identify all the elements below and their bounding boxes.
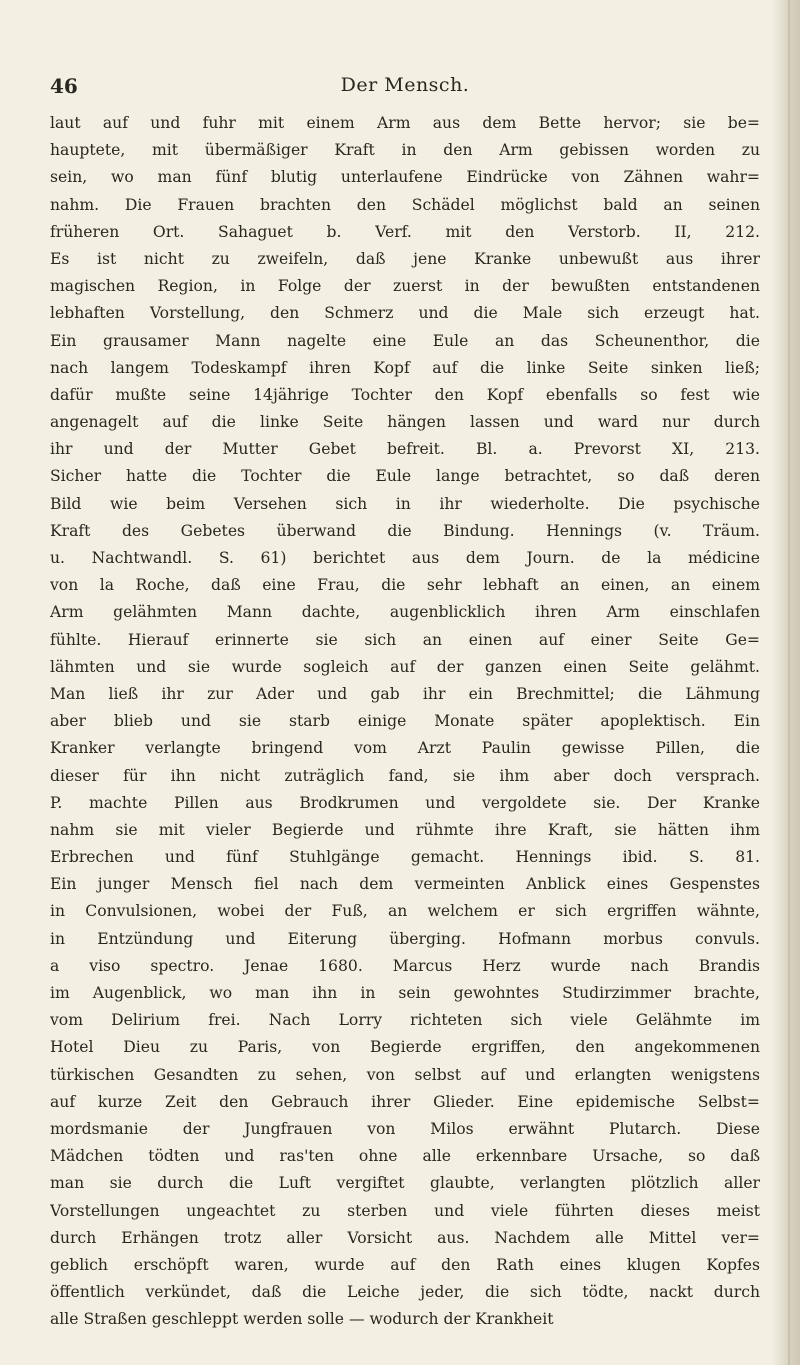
text-line: man sie durch die Luft vergiftet glaubte, verlangten plötzlich aller [50,1174,760,1193]
text-line: nahm sie mit vieler Begierde und rühmte ihre Kraft, sie hätten ihm [50,820,760,839]
text-line: vom Delirium frei. Nach Lorry richteten sich viele Gelähmte im [50,1011,760,1030]
text-line: türkischen Gesandten zu sehen, von selbst auf und erlangten wenigstens [50,1065,760,1084]
text-line: nahm. Die Frauen brachten den Schädel möglichst bald an seinen [50,195,760,214]
page-shadow [772,0,800,1365]
page-header [50,74,760,104]
text-line: mordsmanie der Jungfrauen von Milos erwähnt Plutarch. Diese [50,1119,760,1138]
page-number: 46 [50,74,78,98]
text-line: geblich erschöpft waren, wurde auf den Rath eines klugen Kopfes [50,1255,760,1274]
page-edge [788,0,790,1365]
text-line: Erbrechen und fünf Stuhlgänge gemacht. Hennings ibid. S. 81. [50,848,760,867]
text-line: Arm gelähmten Mann dachte, augenblicklich ihren Arm einschlafen [50,603,760,622]
text-line: Mädchen tödten und ras'ten ohne alle erkennbare Ursache, so daß [50,1147,760,1166]
text-line: fühlte. Hierauf erinnerte sie sich an einen auf einer Seite Ge= [50,630,760,649]
text-line: aber blieb und sie starb einige Monate später apoplektisch. Ein [50,712,760,731]
text-line: lähmten und sie wurde sogleich auf der ganzen einen Seite gelähmt. [50,657,760,676]
text-line: von la Roche, daß eine Frau, die sehr lebhaft an einen, an einem [50,576,760,595]
body-text [50,110,760,1333]
text-line: Ein junger Mensch fiel nach dem vermeinten Anblick eines Gespenstes [50,875,760,894]
text-line: Vorstellungen ungeachtet zu sterben und viele führten dieses meist [50,1201,760,1220]
text-line: hauptete, mit übermäßiger Kraft in den Arm gebissen worden zu [50,141,760,160]
text-line: Sicher hatte die Tochter die Eule lange betrachtet, so daß deren [50,467,760,486]
text-line: dafür mußte seine 14jährige Tochter den Kopf ebenfalls so fest wie [50,385,760,404]
text-line: nach langem Todeskampf ihren Kopf auf die linke Seite sinken ließ; [50,358,760,377]
text-line: auf kurze Zeit den Gebrauch ihrer Glieder. Eine epidemische Selbst= [50,1092,760,1111]
text-line: Kraft des Gebetes überwand die Bindung. Hennings (v. Träum. [50,521,760,540]
text-line: laut auf und fuhr mit einem Arm aus dem Bette hervor; sie be= [50,114,760,132]
text-line: magischen Region, in Folge der zuerst in der bewußten entstandenen [50,277,760,296]
text-line: angenagelt auf die linke Seite hängen lassen und ward nur durch [50,413,760,432]
text-line: in Convulsionen, wobei der Fuß, an welchem er sich ergriffen wähnte, [50,902,760,921]
text-line: lebhaften Vorstellung, den Schmerz und die Male sich erzeugt hat. [50,304,760,323]
text-line: Hotel Dieu zu Paris, von Begierde ergriffen, den angekommenen [50,1038,760,1057]
text-line: dieser für ihn nicht zuträglich fand, sie ihm aber doch versprach. [50,766,760,785]
text-line: Kranker verlangte bringend vom Arzt Paulin gewisse Pillen, die [50,739,760,758]
text-line: durch Erhängen trotz aller Vorsicht aus. Nachdem alle Mittel ver= [50,1228,760,1247]
text-line: Bild wie beim Versehen sich in ihr wiederholte. Die psychische [50,494,760,513]
text-line: im Augenblick, wo man ihn in sein gewohntes Studirzimmer brachte, [50,984,760,1002]
text-line: alle Straßen geschleppt werden solle — wodurch der Krankheit [50,1310,554,1329]
text-line: ihr und der Mutter Gebet befreit. Bl. a. Prevorst XI, 213. [50,440,760,459]
text-line: öffentlich verkündet, daß die Leiche jeder, die sich tödte, nackt durch [50,1283,760,1302]
text-line: Es ist nicht zu zweifeln, daß jene Kranke unbewußt aus ihrer [50,249,760,268]
text-line: a viso spectro. Jenae 1680. Marcus Herz wurde nach Brandis [50,956,760,975]
text-line: P. machte Pillen aus Brodkrumen und vergoldete sie. Der Kranke [50,793,760,812]
text-line: früheren Ort. Sahaguet b. Verf. mit den Verstorb. II, 212. [50,222,760,241]
text-line: in Entzündung und Eiterung überging. Hofmann morbus convuls. [50,929,760,948]
text-line: sein, wo man fünf blutig unterlaufene Eindrücke von Zähnen wahr= [50,168,760,187]
text-line: Man ließ ihr zur Ader und gab ihr ein Brechmittel; die Lähmung [50,684,760,703]
text-line: Ein grausamer Mann nagelte eine Eule an das Scheunenthor, die [50,331,760,350]
text-line: u. Nachtwandl. S. 61) berichtet aus dem Journ. de la médicine [50,549,760,567]
running-head: Der Mensch. [340,74,470,96]
